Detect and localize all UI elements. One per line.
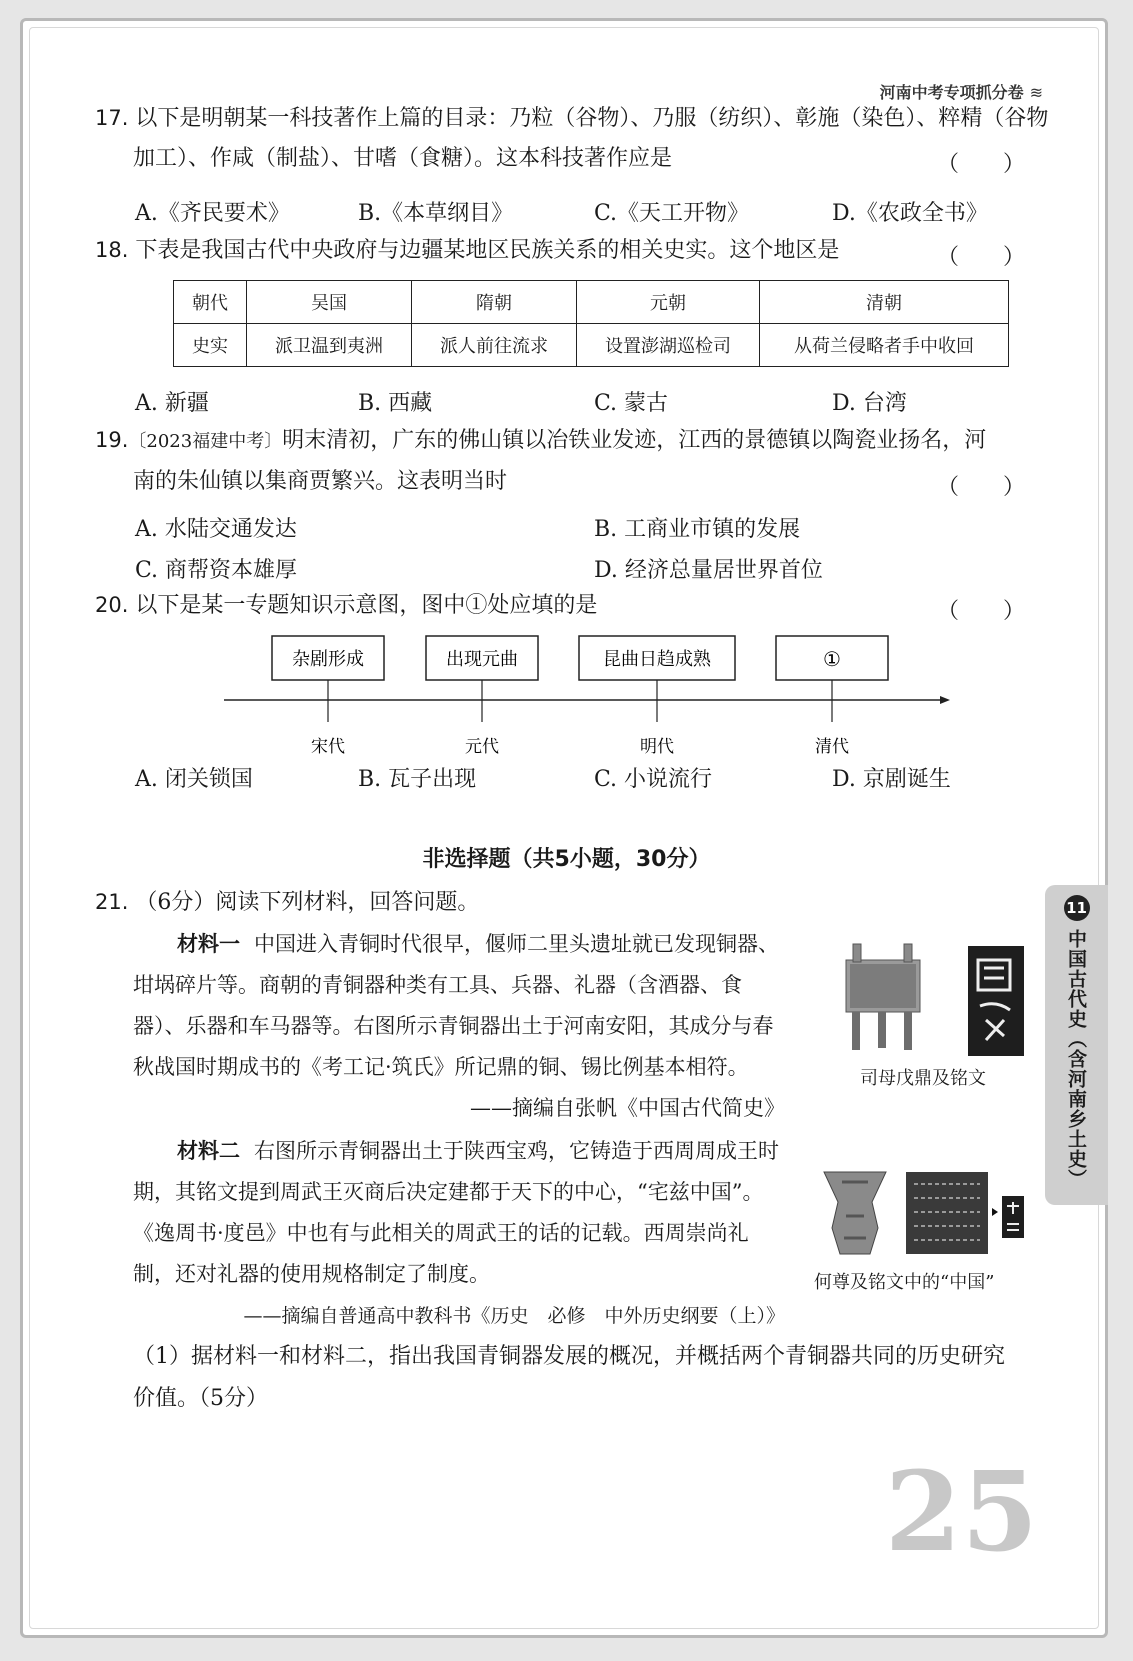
- material-label: 材料一: [177, 932, 240, 956]
- timeline-box-3: [579, 636, 735, 757]
- material-one: [133, 924, 785, 1129]
- option-a[interactable]: A.《齐民要术》: [135, 201, 290, 226]
- exam-source-tag: 〔2023福建中考〕: [128, 431, 283, 452]
- timeline-era-label: 元代: [465, 737, 499, 757]
- option-b[interactable]: B.《本草纲目》: [358, 201, 514, 226]
- option-a[interactable]: A. 水陆交通发达: [135, 517, 297, 542]
- question-text: 明末清初，广东的佛山镇以冶铁业发迹，江西的景德镇以陶瓷业扬名，河: [282, 428, 987, 453]
- timeline-box-label: ①: [823, 647, 841, 671]
- answer-bracket[interactable]: （ ）: [936, 245, 1025, 270]
- timeline-era-label: 宋代: [311, 737, 345, 757]
- header-title: 河南中考专项抓分卷: [879, 83, 1024, 102]
- history-table: [173, 280, 1009, 367]
- option-d[interactable]: D. 京剧诞生: [832, 767, 951, 792]
- subquestion-1-line2: 价值。（5分）: [133, 1386, 268, 1411]
- image-caption: 何尊及铭文中的“中国”: [814, 1272, 995, 1293]
- table-cell: 设置澎湖巡检司: [577, 324, 760, 367]
- simuwu-ding-image: [838, 940, 1028, 1060]
- arrow-icon: [940, 696, 950, 704]
- answer-bracket[interactable]: （ ）: [936, 475, 1025, 500]
- timeline-box-label: 杂剧形成: [292, 649, 364, 670]
- chapter-title: 中国古代史（含河南乡土史）: [1065, 929, 1087, 1189]
- subquestion-1: （1）据材料一和材料二，指出我国青铜器发展的概况，并概括两个青铜器共同的历史研究: [133, 1344, 1006, 1369]
- question-text: 以下是某一专题知识示意图，图中①处应填的是: [135, 593, 598, 618]
- question-19: [95, 420, 986, 462]
- timeline-box-1: [272, 636, 384, 757]
- chapter-number-badge: 11: [1064, 895, 1090, 921]
- question-17: [95, 98, 1048, 139]
- answer-bracket[interactable]: （ ）: [936, 599, 1025, 624]
- he-zun-image: [820, 1168, 1030, 1258]
- question-text: （6分）阅读下列材料，回答问题。: [135, 890, 480, 915]
- table-cell: 隋朝: [412, 281, 577, 324]
- question-17-line2: 加工）、作咸（制盐）、甘嗜（食糖）。这本科技著作应是: [133, 146, 673, 171]
- timeline-box-4: [776, 636, 888, 757]
- section-title: 非选择题（共5小题，30分）: [422, 847, 711, 872]
- question-number: 18.: [95, 238, 129, 262]
- timeline-box-2: [426, 636, 538, 757]
- chapter-side-tab[interactable]: [1045, 885, 1108, 1205]
- timeline-box-label: 昆曲日趋成熟: [603, 649, 711, 670]
- table-row: [174, 281, 1009, 324]
- answer-bracket[interactable]: （ ）: [936, 152, 1025, 177]
- wave-icon: ≋: [1029, 83, 1043, 102]
- option-b[interactable]: B. 西藏: [358, 391, 433, 416]
- option-c[interactable]: C.《天工开物》: [594, 201, 750, 226]
- bronze-zun-icon: [824, 1172, 886, 1254]
- option-a[interactable]: A. 新疆: [135, 391, 209, 416]
- question-text: 以下是明朝某一科技著作上篇的目录：乃粒（谷物）、乃服（纺织）、彰施（染色）、粹精（谷物: [135, 106, 1049, 131]
- question-19-line2: 南的朱仙镇以集商贾繁兴。这表明当时: [133, 469, 508, 494]
- question-21: [95, 882, 479, 923]
- option-b[interactable]: B. 瓦子出现: [358, 767, 477, 792]
- page-number: 25: [884, 1447, 1038, 1576]
- table-row: [174, 324, 1009, 367]
- material-text: 中国进入青铜时代很早，偃师二里头遗址就已发现铜器、坩埚碎片等。商朝的青铜器种类有工具、兵器、礼器（含酒器、食器）、乐器和车马器等。右图所示青铜器出土于河南安阳，其成分与春秋战国时期成书的《考工记·筑氏》所记鼎的铜、锡比例基本相符。: [133, 932, 779, 1079]
- inscription-rubbing-icon: [968, 946, 1024, 1056]
- question-number: 17.: [95, 106, 129, 130]
- option-a[interactable]: A. 闭关锁国: [135, 767, 253, 792]
- table-cell: 清朝: [760, 281, 1009, 324]
- timeline-box-label: 出现元曲: [446, 649, 518, 670]
- option-d[interactable]: D. 台湾: [832, 391, 907, 416]
- table-cell: 朝代: [174, 281, 247, 324]
- question-20: [95, 585, 597, 626]
- option-b[interactable]: B. 工商业市镇的发展: [594, 517, 801, 542]
- question-text: 下表是我国古代中央政府与边疆某地区民族关系的相关史实。这个地区是: [135, 238, 840, 263]
- bronze-ding-icon: [846, 944, 920, 1050]
- question-number: 21.: [95, 890, 129, 914]
- zhongguo-glyph-icon: [992, 1196, 1024, 1238]
- table-cell: 派卫温到夷洲: [247, 324, 412, 367]
- option-c[interactable]: C. 小说流行: [594, 767, 713, 792]
- question-number: 20.: [95, 593, 129, 617]
- timeline-diagram: [222, 630, 952, 760]
- table-cell: 元朝: [577, 281, 760, 324]
- material-label: 材料二: [177, 1139, 240, 1163]
- table-cell: 吴国: [247, 281, 412, 324]
- option-d[interactable]: D. 经济总量居世界首位: [594, 558, 823, 583]
- table-cell: 史实: [174, 324, 247, 367]
- material-source: ——摘编自普通高中教科书《历史 必修 中外历史纲要（上）》: [243, 1305, 785, 1327]
- timeline-era-label: 明代: [640, 737, 674, 757]
- option-c[interactable]: C. 商帮资本雄厚: [135, 558, 298, 583]
- table-cell: 从荷兰侵略者手中收回: [760, 324, 1009, 367]
- option-c[interactable]: C. 蒙古: [594, 391, 669, 416]
- option-d[interactable]: D.《农政全书》: [832, 201, 988, 226]
- image-caption: 司母戊鼎及铭文: [860, 1068, 986, 1089]
- timeline-era-label: 清代: [815, 737, 849, 757]
- table-cell: 派人前往流求: [412, 324, 577, 367]
- question-18: [95, 230, 839, 271]
- question-number: 19.: [95, 428, 129, 452]
- material-two: [133, 1131, 785, 1295]
- inscription-rubbing-icon: [906, 1172, 988, 1254]
- material-text: 右图所示青铜器出土于陕西宝鸡，它铸造于西周周成王时期，其铭文提到周武王灭商后决定建都于天下的中心，“宅兹中国”。《逸周书·度邑》中也有与此相关的周武王的话的记载。西周崇尚礼制，还对礼器的使用规格制定了制度。: [133, 1139, 779, 1286]
- material-source: ——摘编自张帆《中国古代简史》: [470, 1096, 785, 1120]
